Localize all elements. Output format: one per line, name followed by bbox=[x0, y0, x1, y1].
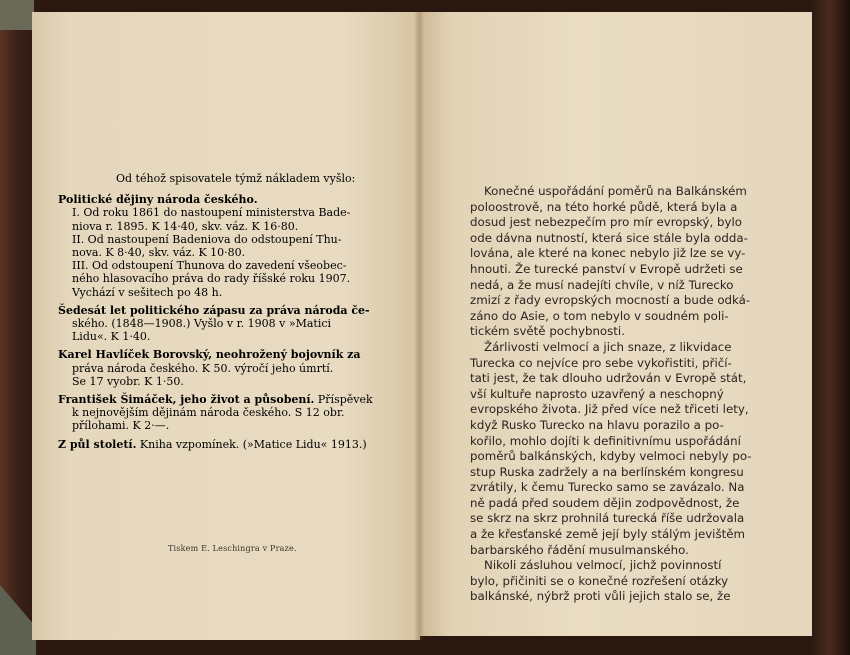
text-line: kořilo, mohlo dojíti k definitivnímu uspořádání bbox=[470, 433, 741, 448]
text-line: Konečné uspořádání poměrů na Balkánském bbox=[484, 184, 747, 198]
entry-line: III. Od odstoupení Thunova do zavedení všeobec- bbox=[72, 259, 347, 273]
text-line: poměrů balkánských, kdyby velmoci nebyly po- bbox=[470, 449, 752, 464]
text-line: se skrz na skrz prohnilá turecká říše udržovala bbox=[470, 511, 745, 526]
entry-title: Karel Havlíček Borovský, neohrožený bojovník za bbox=[58, 348, 361, 362]
entry-line: Vychází v sešitech po 48 h. bbox=[72, 285, 223, 299]
entry-line: práva národa českého. K 50. výročí jeho úmrtí. bbox=[72, 361, 334, 375]
text-line: tickém světě pochybnosti. bbox=[470, 324, 625, 339]
text-line: když Rusko Turecko na hlavu porazilo a po- bbox=[470, 417, 724, 432]
list-item bbox=[58, 438, 388, 451]
entry-title: Politické dějiny národa českého. bbox=[58, 193, 258, 207]
text-line: barbarského řádění musulmanského. bbox=[470, 542, 689, 557]
book-gutter bbox=[414, 12, 424, 640]
text-line: evropského života. Již před více než třiceti lety, bbox=[470, 402, 749, 417]
text-line: a že křesťanské země její byly stálým jevištěm bbox=[470, 527, 745, 542]
text-line: lována, ale které na konec nebylo již lze se vy- bbox=[470, 246, 746, 261]
text-line: ode dávna nutností, která sice stále byla odda- bbox=[470, 230, 748, 245]
text-line: zmizí z řady evropských mocností a bude odká- bbox=[470, 293, 751, 308]
text-line: záno do Asie, o tom nebylo v soudném poli- bbox=[470, 308, 729, 323]
binding-corner-top bbox=[0, 0, 34, 30]
text-line: nedá, a že musí nadejíti chvíle, v níž Turecko bbox=[470, 277, 734, 292]
entry-line: niova r. 1895. K 14·40, skv. váz. K 16·80. bbox=[72, 219, 299, 233]
publisher-list bbox=[58, 172, 388, 456]
entry-line: k nejnovějším dějinám národa českého. S 12 obr. bbox=[72, 406, 345, 420]
text-line: dosud jest nebezpečím pro mír evropský, bylo bbox=[470, 215, 743, 230]
body-text bbox=[470, 184, 780, 605]
text-line: balkánské, nýbrž proti vůli jejich stalo se, že bbox=[470, 589, 731, 604]
entry-line: ného hlasovacího práva do rady říšské roku 1907. bbox=[72, 272, 351, 286]
text-line: stup Ruska zadržely a na berlínském kongresu bbox=[470, 464, 744, 479]
entry-line: II. Od nastoupení Badeniova do odstoupení Thu- bbox=[72, 232, 342, 246]
entry-line: Lidu«. K 1·40. bbox=[72, 330, 151, 344]
entry-title-tail: Kniha vzpomínek. (»Matice Lidu« 1913.) bbox=[136, 437, 367, 451]
list-item bbox=[58, 393, 388, 433]
text-line: vší kultuře naprosto uzavřený a neschopný bbox=[470, 386, 724, 401]
list-item bbox=[58, 304, 388, 344]
list-item bbox=[58, 193, 388, 299]
text-line: Nikoli zásluhou velmocí, jichž povinností bbox=[484, 558, 722, 573]
text-line: zvrátily, k čemu Turecko samo se zavázalo. Na bbox=[470, 480, 745, 495]
text-line: Turecka co nejvíce pro sebe vykořistiti, přičí- bbox=[470, 355, 732, 370]
entry-title: František Šimáček, jeho život a působení. bbox=[58, 393, 315, 407]
text-line: ně padá před soudem dějin zodpovědnost, že bbox=[470, 495, 740, 510]
entry-line: přílohami. K 2·—. bbox=[72, 419, 170, 433]
text-line: hnouti. Že turecké panství v Evropě udržeti se bbox=[470, 261, 743, 276]
printer-imprint: Tiskem E. Leschingra v Praze. bbox=[168, 544, 297, 553]
entry-title: Z půl století. bbox=[58, 437, 137, 451]
list-heading: Od téhož spisovatele týmž nákladem vyšlo: bbox=[116, 172, 356, 185]
entry-title-tail: Příspěvek bbox=[314, 393, 373, 407]
entry-line: ského. (1848—1908.) Vyšlo v r. 1908 v »Matici bbox=[72, 317, 332, 331]
text-line: Žárlivosti velmocí a jich snaze, z likvidace bbox=[484, 339, 732, 354]
text-line: bylo, přičiniti se o konečné rozřešení otázky bbox=[470, 573, 729, 588]
entry-line: nova. K 8·40, skv. váz. K 10·80. bbox=[72, 246, 246, 260]
text-line: poloostrově, na této horké půdě, která byla a bbox=[470, 199, 738, 214]
entry-line: Se 17 vyobr. K 1·50. bbox=[72, 374, 184, 388]
entry-title: Šedesát let politického zápasu za práva národa če- bbox=[58, 303, 370, 317]
entry-line: I. Od roku 1861 do nastoupení ministerstva Bade- bbox=[72, 206, 351, 220]
list-item bbox=[58, 348, 388, 388]
text-line: tati jest, že tak dlouho udržován v Evropě stát, bbox=[470, 371, 747, 386]
